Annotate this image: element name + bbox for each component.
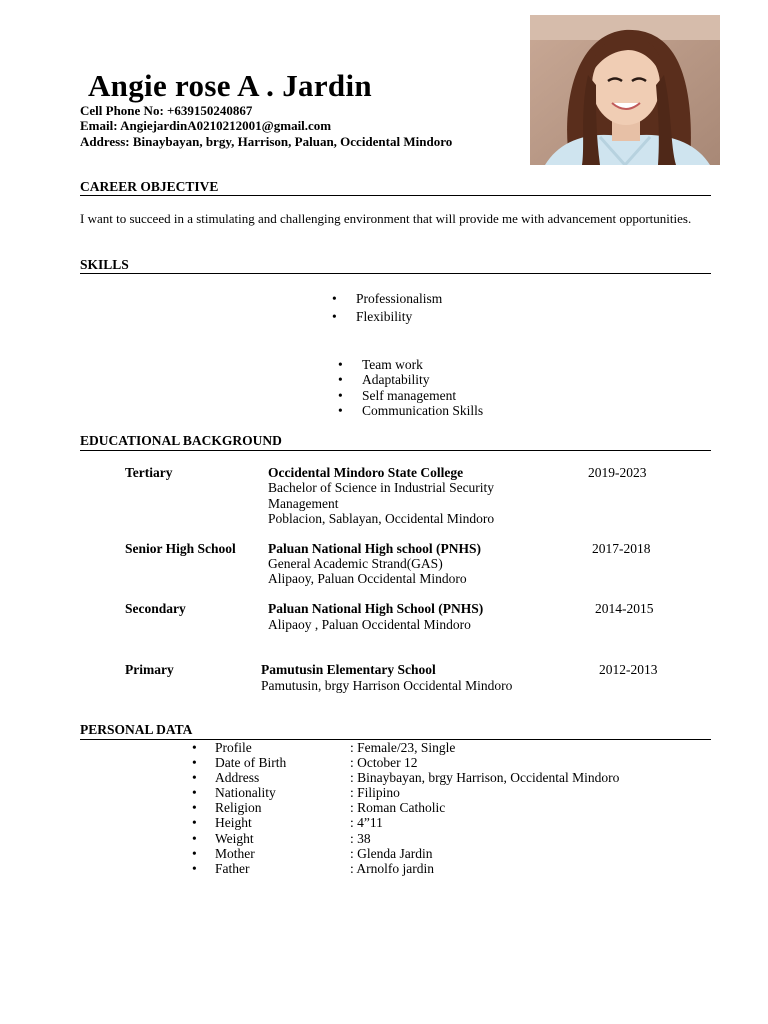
skills-list-1: [332, 290, 442, 325]
career-objective-heading: CAREER OBJECTIVE: [80, 179, 219, 194]
school-detail: Alipaoy, Paluan Occidental Mindoro: [268, 571, 467, 586]
personal-data-label: Mother: [215, 845, 255, 861]
resume-name: Angie rose A . Jardin: [88, 68, 372, 103]
career-objective-text: I want to succeed in a stimulating and challenging environment that will provide me with advancement opportunities.: [80, 211, 692, 226]
school-name: Pamutusin Elementary School: [261, 662, 436, 677]
skill-item: • Professionalism: [332, 290, 442, 308]
school-years: 2014-2015: [595, 601, 654, 616]
section-divider: [80, 273, 711, 274]
cell-phone: Cell Phone No: +639150240867: [80, 103, 253, 118]
school-detail: Pamutusin, brgy Harrison Occidental Mindoro: [261, 678, 513, 693]
section-divider: [80, 195, 711, 196]
personal-data-label: Weight: [215, 830, 254, 846]
personal-data-label: Profile: [215, 740, 252, 755]
personal-data-label: Nationality: [215, 785, 276, 801]
personal-data-value: : 4”11: [350, 815, 383, 831]
personal-data-label: Height: [215, 815, 252, 831]
address: Address: Binaybayan, brgy, Harrison, Paluan, Occidental Mindoro: [80, 134, 453, 149]
personal-data-value: : Female/23, Single: [350, 740, 456, 755]
section-divider: [80, 450, 711, 451]
school-detail: Alipaoy , Paluan Occidental Mindoro: [268, 617, 471, 632]
school-years: 2012-2013: [599, 662, 658, 677]
personal-data-value: : Roman Catholic: [350, 800, 446, 816]
school-years: 2017-2018: [592, 541, 651, 556]
skill-item: • Adaptability: [338, 372, 483, 387]
skill-item: • Team work: [338, 357, 483, 372]
school-detail: Poblacion, Sablayan, Occidental Mindoro: [268, 511, 495, 526]
personal-data-value: : Binaybayan, brgy Harrison, Occidental Mindoro: [350, 770, 620, 786]
school-years: 2019-2023: [588, 465, 647, 480]
email: Email: AngiejardinA0210212001@gmail.com: [80, 118, 332, 133]
school-detail: Bachelor of Science in Industrial Security: [268, 480, 495, 495]
skill-item: • Flexibility: [332, 308, 442, 326]
skills-list-2: [338, 357, 483, 418]
personal-data-value: : October 12: [350, 755, 418, 771]
education-heading: EDUCATIONAL BACKGROUND: [80, 433, 282, 448]
photo-icon: [530, 15, 720, 165]
personal-data-value: : Filipino: [350, 785, 400, 801]
skill-item: • Self management: [338, 388, 483, 403]
personal-data-label: Religion: [215, 800, 262, 816]
education-level: Secondary: [125, 601, 186, 616]
personal-data-value: : 38: [350, 830, 371, 846]
personal-data-heading: PERSONAL DATA: [80, 722, 193, 737]
personal-data-label: Address: [215, 770, 260, 786]
personal-data-value: : Glenda Jardin: [350, 845, 433, 861]
school-name: Paluan National High school (PNHS): [268, 541, 482, 556]
education-level: Primary: [125, 662, 174, 677]
personal-data-label: Father: [215, 860, 250, 876]
education-level: Senior High School: [125, 541, 236, 556]
school-detail: Management: [268, 496, 339, 511]
school-name: Occidental Mindoro State College: [268, 465, 464, 480]
skills-heading: SKILLS: [80, 257, 129, 272]
personal-data-value: : Arnolfo jardin: [350, 860, 434, 876]
personal-data-label: Date of Birth: [215, 755, 287, 771]
school-detail: General Academic Strand(GAS): [268, 556, 443, 571]
education-level: Tertiary: [125, 465, 173, 480]
school-name: Paluan National High School (PNHS): [268, 601, 484, 616]
profile-photo: [530, 15, 720, 165]
skill-item: • Communication Skills: [338, 403, 483, 418]
